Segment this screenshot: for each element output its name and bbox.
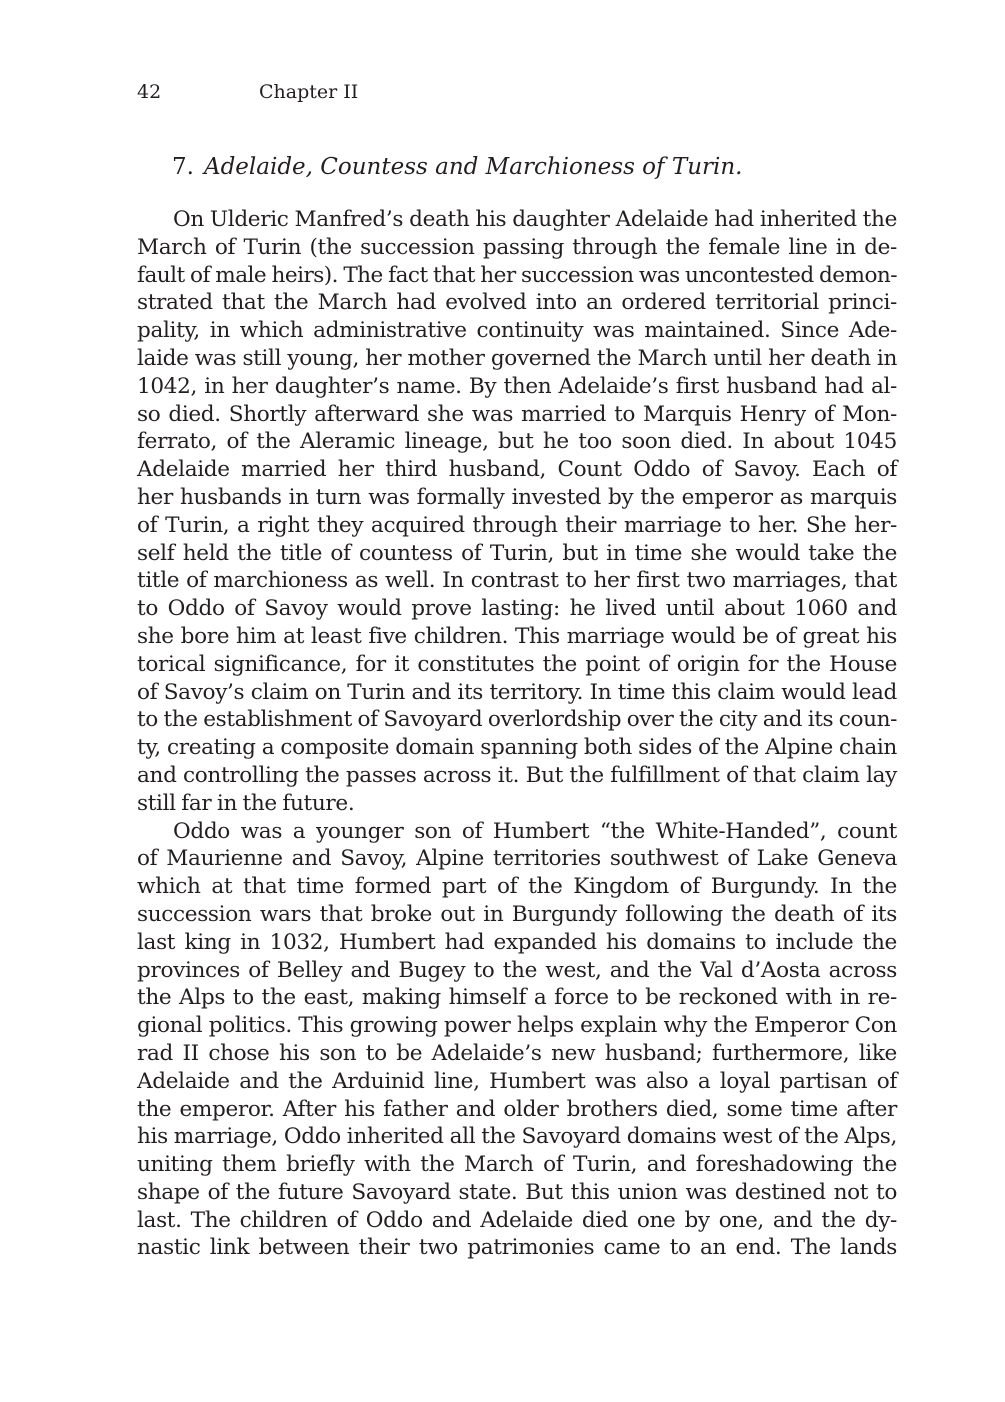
text-line: so died. Shortly afterward she was married to Marquis Henry of Mon-: [137, 401, 897, 427]
text-line: ferrato, of the Aleramic lineage, but he too soon died. In about 1045: [137, 429, 897, 455]
text-line: ty, creating a composite domain spanning both sides of the Alpine chain: [137, 735, 897, 761]
text-line: her husbands in turn was formally invested by the emperor as marquis: [137, 484, 897, 510]
text-line: gional politics. This growing power helps explain why the Emperor Con: [137, 1013, 897, 1039]
text-line: which at that time formed part of the Kingdom of Burgundy. In the: [137, 874, 897, 900]
text-line: of Turin, a right they acquired through their marriage to her. She her-: [137, 512, 897, 538]
text-line: last king in 1032, Humbert had expanded his domains to include the: [137, 929, 897, 955]
body-text: [137, 206, 897, 1262]
text-line: Oddo was a younger son of Humbert “the White-Handed”, count: [173, 818, 897, 844]
text-line: Adelaide and the Arduinid line, Humbert was also a loyal partisan of: [137, 1068, 897, 1094]
text-line: March of Turin (the succession passing through the female line in de-: [137, 234, 897, 260]
text-line: his marriage, Oddo inherited all the Savoyard domains west of the Alps,: [137, 1124, 897, 1150]
section-number: 7.: [172, 154, 194, 180]
text-line: laide was still young, her mother governed the March until her death in: [137, 345, 897, 371]
text-line: succession wars that broke out in Burgundy following the death of its: [137, 901, 897, 927]
running-head: [137, 80, 358, 104]
text-line: to the establishment of Savoyard overlordship over the city and its coun-: [137, 707, 897, 733]
text-line: strated that the March had evolved into an ordered territorial princi-: [137, 290, 897, 316]
text-line: the Alps to the east, making himself a force to be reckoned with in re-: [137, 985, 897, 1011]
text-line: rad II chose his son to be Adelaide’s new husband; furthermore, like: [137, 1040, 897, 1066]
text-line: nastic link between their two patrimonies came to an end. The lands: [137, 1235, 897, 1261]
text-line: torical significance, for it constitutes the point of origin for the House: [137, 651, 897, 677]
text-line: uniting them briefly with the March of Turin, and foreshadowing the: [137, 1152, 897, 1178]
text-line: still far in the future.: [137, 790, 355, 816]
text-line: title of marchioness as well. In contrast to her first two marriages, that: [137, 568, 897, 594]
text-line: to Oddo of Savoy would prove lasting: he lived until about 1060 and: [137, 596, 897, 622]
page-number: 42: [137, 81, 162, 103]
text-line: last. The children of Oddo and Adelaide died one by one, and the dy-: [137, 1207, 897, 1233]
text-line: On Ulderic Manfred’s death his daughter Adelaide had inherited the: [173, 207, 897, 232]
text-line: the emperor. After his father and older brothers died, some time after: [137, 1096, 897, 1122]
chapter-title: Chapter II: [259, 81, 359, 103]
text-line: pality, in which administrative continuity was maintained. Since Ade-: [137, 318, 897, 344]
section-heading: [172, 152, 742, 182]
section-title: Adelaide, Countess and Marchioness of Turin.: [203, 154, 743, 180]
text-line: shape of the future Savoyard state. But this union was destined not to: [137, 1179, 897, 1205]
text-line: she bore him at least five children. This marriage would be of great his: [137, 623, 897, 649]
text-line: self held the title of countess of Turin, but in time she would take the: [137, 540, 897, 566]
text-line: and controlling the passes across it. But the fulfillment of that claim lay: [137, 762, 897, 788]
text-line: 1042, in her daughter’s name. By then Adelaide’s first husband had al-: [137, 373, 897, 399]
text-line: of Maurienne and Savoy, Alpine territories southwest of Lake Geneva: [137, 846, 897, 872]
text-line: Adelaide married her third husband, Count Oddo of Savoy. Each of: [137, 457, 897, 483]
text-line: of Savoy’s claim on Turin and its territory. In time this claim would lead: [137, 679, 897, 705]
text-line: fault of male heirs). The fact that her succession was uncontested demon-: [137, 262, 897, 288]
text-line: provinces of Belley and Bugey to the west, and the Val d’Aosta across: [137, 957, 897, 983]
